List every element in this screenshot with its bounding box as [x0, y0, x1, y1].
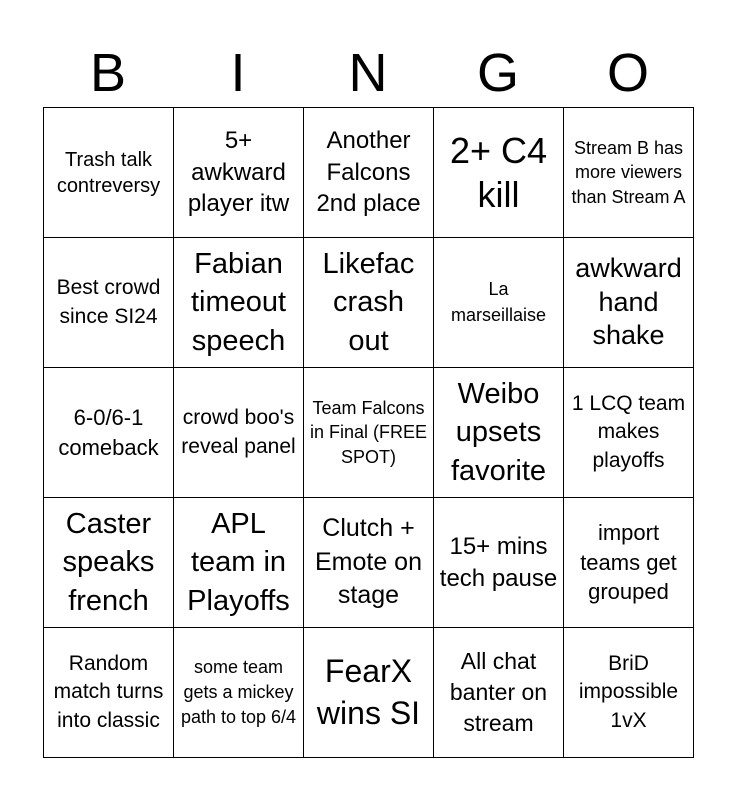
bingo-cell[interactable]: [44, 238, 174, 368]
bingo-cell[interactable]: [434, 628, 564, 758]
bingo-cell-text: awkward hand shake: [575, 252, 682, 351]
bingo-cell[interactable]: [564, 368, 694, 498]
bingo-cell[interactable]: [434, 238, 564, 368]
bingo-cell-text: Best crowd since SI24: [56, 275, 161, 328]
bingo-cell[interactable]: [174, 498, 304, 628]
bingo-cell-text: Stream B has more viewers than Stream A: [571, 137, 686, 207]
bingo-cell-text: All chat banter on stream: [449, 648, 548, 736]
bingo-header: [43, 38, 693, 108]
bingo-cell-text: import teams get grouped: [580, 519, 677, 605]
header-letter-o: O: [606, 43, 649, 103]
bingo-cell[interactable]: [44, 628, 174, 758]
header-letter-i: I: [230, 43, 246, 103]
bingo-cell[interactable]: [564, 498, 694, 628]
bingo-cell[interactable]: [44, 498, 174, 628]
bingo-cell[interactable]: [434, 368, 564, 498]
bingo-cell[interactable]: [44, 368, 174, 498]
bingo-cell[interactable]: [304, 368, 434, 498]
bingo-board: [43, 107, 694, 758]
bingo-cell-text: Likefac crash out: [322, 247, 415, 357]
header-letter-g: G: [476, 43, 519, 103]
header-letter-n: N: [348, 43, 388, 103]
bingo-cell[interactable]: [304, 238, 434, 368]
bingo-cell-text: Weibo upsets favorite: [450, 377, 547, 487]
bingo-cell[interactable]: [434, 108, 564, 238]
bingo-cell[interactable]: [304, 628, 434, 758]
bingo-cell-text: Random match turns into classic: [53, 651, 164, 732]
bingo-cell-text: 15+ mins tech pause: [439, 532, 558, 592]
bingo-cell-text: Caster speaks french: [62, 507, 155, 617]
bingo-cell-text: 5+ awkward player itw: [187, 126, 290, 218]
bingo-cell[interactable]: [304, 108, 434, 238]
bingo-cell[interactable]: [564, 108, 694, 238]
bingo-cell-text: Team Falcons in Final (FREE SPOT): [309, 397, 428, 467]
bingo-cell-text: Another Falcons 2nd place: [316, 126, 421, 218]
bingo-cell[interactable]: [564, 628, 694, 758]
bingo-cell-text: La marseillaise: [450, 279, 547, 325]
bingo-cell-text: BriD impossible 1vX: [578, 651, 679, 732]
bingo-cell-text: FearX wins SI: [316, 652, 421, 731]
bingo-cell-text: Trash talk contreversy: [56, 148, 161, 197]
bingo-cell-text: 6-0/6-1 comeback: [58, 404, 159, 460]
bingo-cell[interactable]: [564, 238, 694, 368]
bingo-cell-text: some team gets a mickey path to top 6/4: [180, 656, 297, 728]
bingo-cell-text: 2+ C4 kill: [449, 130, 548, 215]
bingo-cell[interactable]: [174, 368, 304, 498]
bingo-cell-text: crowd boo's reveal panel: [181, 405, 296, 458]
bingo-cell[interactable]: [174, 108, 304, 238]
header-letter-b: B: [89, 43, 127, 103]
bingo-cell[interactable]: [44, 108, 174, 238]
bingo-cell-text: APL team in Playoffs: [187, 507, 290, 617]
bingo-cell-text: 1 LCQ team makes playoffs: [571, 391, 686, 472]
bingo-cell[interactable]: [434, 498, 564, 628]
bingo-cell-text: Clutch + Emote on stage: [314, 514, 422, 610]
bingo-cell[interactable]: [174, 628, 304, 758]
bingo-cell[interactable]: [304, 498, 434, 628]
bingo-cell-text: Fabian timeout speech: [190, 247, 287, 357]
bingo-cell[interactable]: [174, 238, 304, 368]
